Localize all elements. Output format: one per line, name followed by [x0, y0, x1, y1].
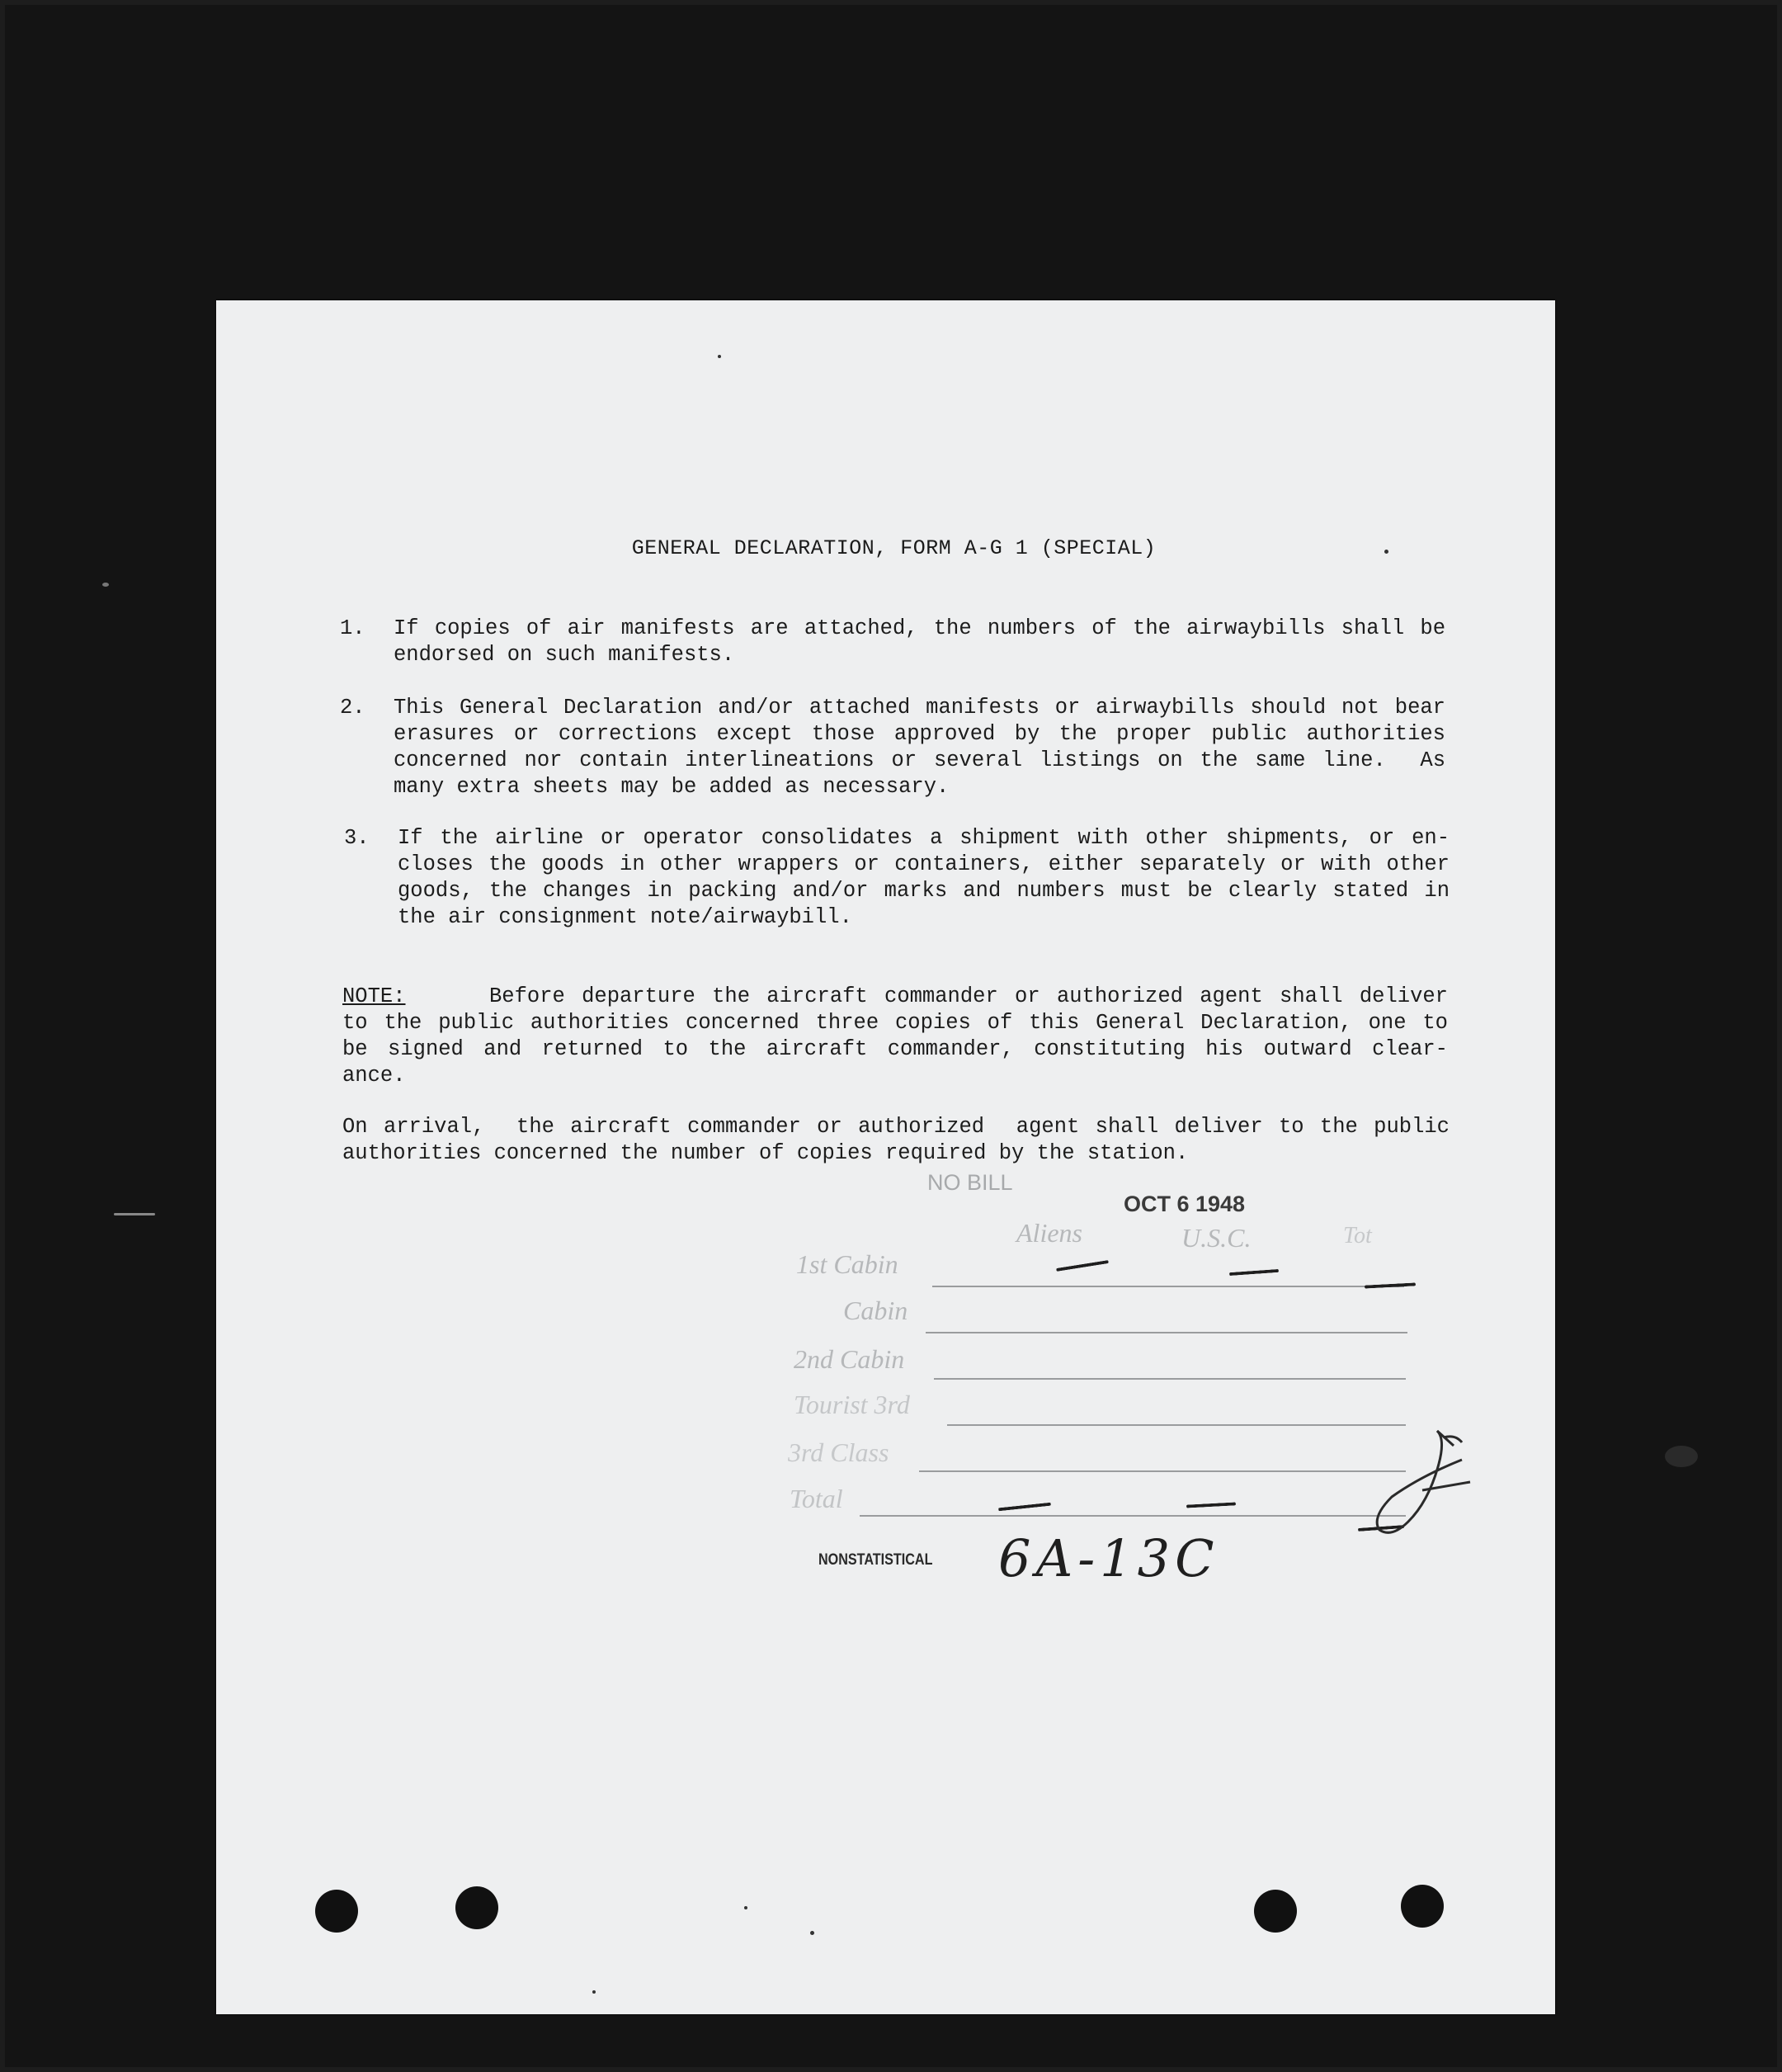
item-line: closes the goods in other wrappers or containers, either separately or with other — [398, 852, 1450, 876]
punch-hole — [315, 1890, 358, 1933]
note-label: NOTE: — [342, 984, 406, 1008]
dust-speck — [744, 1906, 747, 1909]
note-line: Before departure the aircraft commander or authorized agent shall deliver — [488, 984, 1448, 1008]
inspector-initials-signature — [1346, 1414, 1495, 1555]
handwritten-dash — [1365, 1282, 1416, 1288]
handwritten-dash — [998, 1503, 1051, 1512]
row-label-3rd-class: 3rd Class — [788, 1437, 889, 1467]
arrival-line: authorities concerned the number of copies required by the station. — [342, 1141, 1189, 1165]
punch-hole — [455, 1886, 498, 1929]
row-label-2nd-cabin: 2nd Cabin — [794, 1344, 905, 1374]
arrival-line: On arrival, the aircraft commander or authorized agent shall deliver to the public — [342, 1115, 1450, 1139]
row-rule — [947, 1424, 1406, 1426]
document-page — [216, 300, 1555, 2014]
handwritten-dash — [1056, 1260, 1109, 1272]
row-label-1st-cabin: 1st Cabin — [796, 1249, 898, 1279]
item-line: goods, the changes in packing and/or marks and numbers must be clearly stated in — [398, 879, 1450, 903]
form-title: GENERAL DECLARATION, FORM A-G 1 (SPECIAL) — [631, 536, 1157, 560]
note-line: ance. — [342, 1064, 406, 1088]
item-line: the air consignment note/airwaybill. — [398, 905, 852, 929]
column-header-usc: U.S.C. — [1181, 1223, 1252, 1253]
column-header-aliens: Aliens — [1016, 1218, 1082, 1248]
column-header-total: Tot — [1343, 1223, 1372, 1248]
row-label-tourist-3rd: Tourist 3rd — [794, 1390, 910, 1419]
note-line: be signed and returned to the aircraft commander, constituting his outward clear- — [342, 1037, 1448, 1061]
dust-speck — [114, 1213, 155, 1215]
date-stamp: OCT 6 1948 — [1124, 1192, 1246, 1216]
item-line: endorsed on such manifests. — [394, 643, 735, 667]
item-number: 3. — [344, 826, 370, 850]
item-line: If the airline or operator consolidates a shipment with other shipments, or en- — [398, 826, 1450, 850]
item-line: concerned nor contain interlineations or several listings on the same line. As — [394, 748, 1445, 772]
item-number: 1. — [340, 616, 365, 640]
no-bill-stamp: NO BILL — [927, 1170, 1013, 1195]
arrival-paragraph — [342, 1114, 1450, 1167]
dust-speck — [1384, 550, 1388, 554]
item-number: 2. — [340, 696, 365, 720]
dust-speck — [810, 1931, 814, 1935]
row-rule — [919, 1470, 1406, 1472]
row-label-total: Total — [790, 1484, 843, 1513]
row-rule — [926, 1332, 1407, 1333]
note-line: to the public authorities concerned three copies of this General Declaration, one to — [342, 1011, 1448, 1035]
dust-speck — [592, 1990, 596, 1994]
handwritten-dash — [1229, 1269, 1279, 1276]
punch-hole — [1401, 1885, 1444, 1928]
item-line: This General Declaration and/or attached manifests or airwaybills should not bear — [394, 696, 1445, 720]
row-rule — [860, 1515, 1406, 1517]
item-line: many extra sheets may be added as necessary. — [394, 775, 950, 799]
note-paragraph — [342, 984, 1448, 1089]
item-line: erasures or corrections except those approved by the proper public authorities — [394, 722, 1445, 746]
dust-speck — [102, 583, 109, 587]
item-line: If copies of air manifests are attached, the numbers of the airwaybills shall be — [394, 616, 1445, 640]
row-label-cabin: Cabin — [843, 1296, 908, 1325]
row-rule — [932, 1286, 1404, 1287]
row-rule — [934, 1378, 1406, 1380]
dust-speck — [718, 355, 721, 358]
punch-hole — [1254, 1890, 1297, 1933]
handwritten-code: 6A-13C — [998, 1528, 1219, 1588]
dust-speck — [1665, 1446, 1698, 1467]
handwritten-dash — [1186, 1502, 1236, 1508]
nonstatistical-stamp: NONSTATISTICAL — [818, 1551, 933, 1569]
